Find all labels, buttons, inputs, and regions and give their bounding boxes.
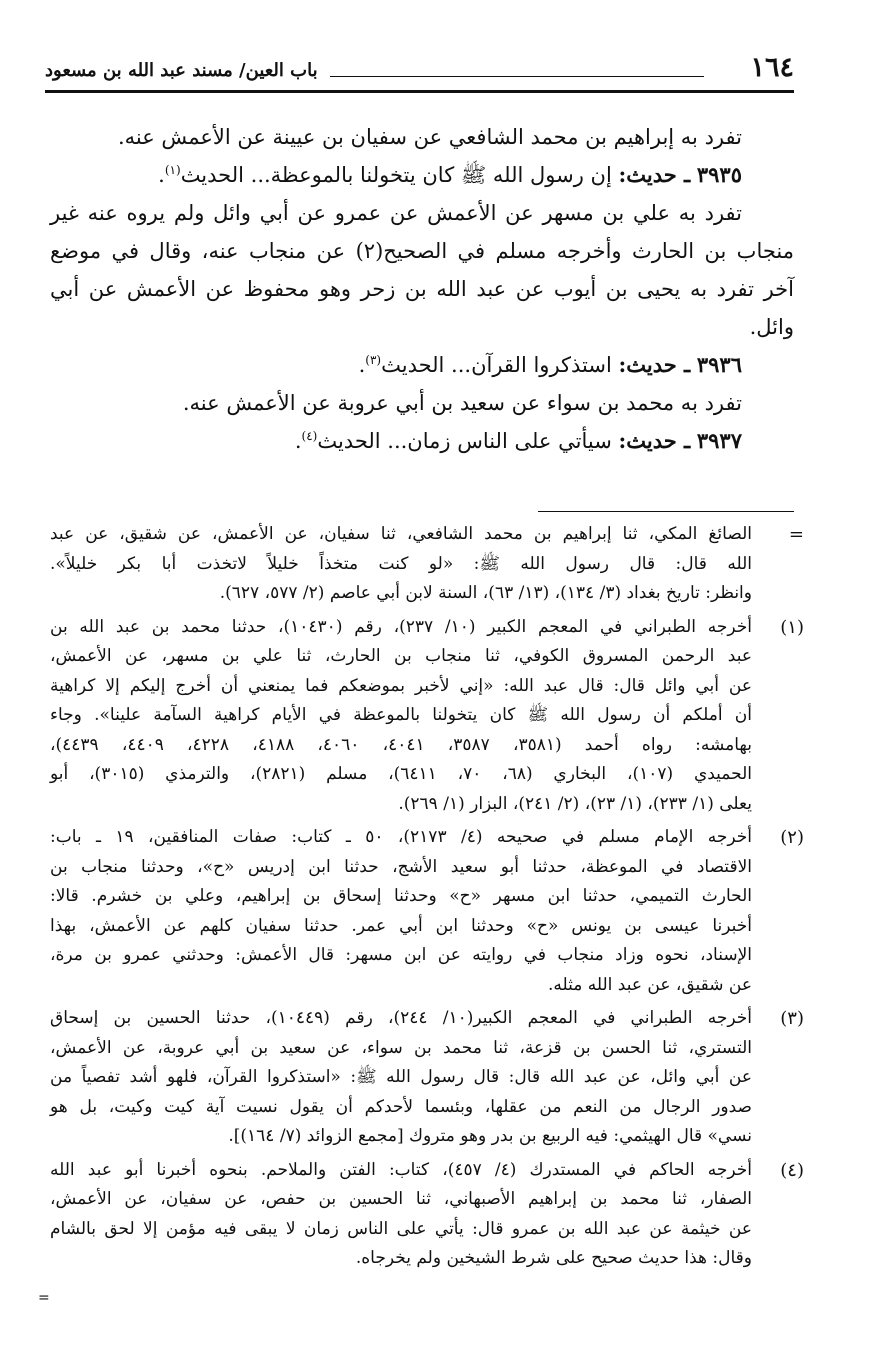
hadith-text: سيأتي على الناس زمان... الحديث [317, 429, 619, 453]
page-number: ١٦٤ [750, 52, 794, 83]
hadith-number: ٣٩٣٧ [696, 428, 742, 453]
footnotes [50, 520, 804, 1278]
footnote-line: عن خيثمة عن عبد الله بن عمرو قال: يأتي على الناس زمان لا يبقى فيه مؤمن إلا لحق بالشام [50, 1218, 752, 1239]
footnote-number: = [788, 524, 804, 545]
running-title: باب العين/ مسند عبد الله بن مسعود [45, 60, 318, 81]
main-text [50, 118, 794, 460]
footnote-line: الله قال: قال رسول الله ﷺ: «لو كنت متخذاً خليلاً لاتخذت أبا بكر خليلاً». [50, 553, 752, 574]
footnote [50, 1004, 804, 1152]
hadith-line: ٣٩٣٦ ـ حديث: استذكروا القرآن... الحديث$^{(٣)}$. [358, 352, 742, 377]
footnote-line: أخرجه الحاكم في المستدرك (٤/ ٤٥٧)، كتاب: الفتن والملاحم. بنحوه أخبرنا أبو عبد الله [50, 1159, 752, 1180]
footnote-line: الإسناد، نحوه وزاد منجاب في روايته عن ابن مسهر: قال الأعمش: وحدثني عمرو بن مرة، [50, 945, 752, 965]
footnote-line: الصفار، ثنا محمد بن إبراهيم الأصبهاني، ثنا الحسين بن حفص، عن سفيان، عن الأعمش، [50, 1189, 753, 1209]
footnote [50, 1156, 804, 1274]
footnote [50, 613, 804, 820]
footnote-separator [538, 511, 794, 512]
footnote-number: (٢) [780, 827, 804, 848]
hadith-number: ٣٩٣٥ [696, 162, 742, 187]
footnote-line: صدور الرجال من النعم من عقلها، وبئسما لأحدكم أن يقول نسيت آية كيت وكيت، بل هو [50, 1096, 752, 1117]
footnote-line: يعلى (١/ ٢٣٣)، (١/ ٢٣)، (٢/ ٢٤١)، البزار (١/ ٢٦٩). [398, 793, 752, 814]
footnote [50, 520, 804, 609]
footnote-line: بهامشه: رواه أحمد (٣٥٨١، ٣٥٨٧، ٤٠٤١، ٤٠٦٠، ٤١٨٨، ٤٢٢٨، ٤٤٠٩، ٤٤٣٩)، [50, 734, 752, 755]
body-line: تفرد به محمد بن سواء عن سعيد بن أبي عروبة عن الأعمش عنه. [182, 391, 742, 415]
footnote-reference: (٣) [365, 353, 382, 367]
footnote-number: (١) [780, 616, 804, 638]
body-line: تفرد به إبراهيم بن محمد الشافعي عن سفيان بن عيينة عن الأعمش عنه. [117, 125, 742, 149]
footnote-line: أخرجه الطبراني في المعجم الكبير (١٠/ ٢٣٧)، رقم (١٠٤٣٠)، حدثنا محمد بن عبد الله بن [50, 616, 752, 637]
footnote-number: (٤) [780, 1159, 804, 1181]
footnote-line: الحارث التميمي، حدثنا ابن مسهر «ح» وحدثنا إسحاق بن إبراهيم، وعلي بن خشرم. قالا: [50, 886, 752, 906]
page-header [45, 50, 794, 93]
body-line: منجاب بن الحارث وأخرجه مسلم في الصحيح(٢) عن منجاب عنه، وقال في موضع [50, 239, 794, 263]
hadith-text: إن رسول الله ﷺ كان يتخولنا بالموعظة... الحديث [180, 163, 619, 187]
footnote-line: وانظر: تاريخ بغداد (٣/ ١٣٤)، (١٣/ ٦٣)، السنة لابن أبي عاصم (٢/ ٥٧٧، ٦٢٧). [219, 583, 752, 603]
hadith-line: ٣٩٣٧ ـ حديث: سيأتي على الناس زمان... الحديث$^{(٤)}$. [294, 428, 742, 453]
footnote-line: الصائغ المكي، ثنا إبراهيم بن محمد الشافعي، ثنا سفيان، عن الأعمش، عن شقيق، عن عبد [50, 524, 752, 544]
header-rule [330, 76, 704, 77]
hadith-line: ٣٩٣٥ ـ حديث: إن رسول الله ﷺ كان يتخولنا بالموعظة... الحديث$^{(١)}$. [158, 162, 742, 187]
body-line: وائل. [749, 315, 794, 339]
body-line: تفرد به علي بن مسهر عن الأعمش عن عمرو عن أبي وائل ولم يروه عنه غير [50, 201, 742, 225]
footnote-line: نسي» قال الهيثمي: فيه الربيع بن بدر وهو متروك [مجمع الزوائد (٧/ ١٦٤)]. [228, 1126, 752, 1146]
footnote-line: أخرجه الطبراني في المعجم الكبير(١٠/ ٢٤٤)، رقم (١٠٤٤٩)، حدثنا الحسين بن إسحاق [50, 1008, 752, 1028]
body-line: آخر تفرد به يحيى بن أيوب عن عبد الله بن زحر وهو محفوظ عن الأعمش عن أبي [50, 277, 794, 301]
margin-mark: = [38, 1290, 50, 1306]
footnote-line: الاقتصاد في الموعظة، حدثنا أبو سعيد الأشج، حدثنا ابن إدريس «ح»، وحدثنا منجاب بن [50, 856, 752, 877]
footnote-line: أن أملكم أن رسول الله ﷺ كان يتخولنا بالموعظة في الأيام كراهية السآمة علينا». وجاء [50, 705, 752, 725]
hadith-text: استذكروا القرآن... الحديث [381, 353, 619, 377]
footnote-line: عن شقيق، عن عبد الله مثله. [547, 974, 752, 995]
footnote-line: أخرجه الإمام مسلم في صحيحه (٤/ ٢١٧٣)، ٥٠ ـ كتاب: صفات المنافقين، ١٩ ـ باب: [50, 827, 753, 847]
footnote-reference: (١) [164, 163, 181, 177]
footnote-line: عن أبي وائل قال: قال عبد الله: «إني لأخبر بموضعكم فما يمنعني أن أخرج إليكم إلا كراهية [50, 675, 752, 696]
footnote-line: عن أبي وائل، عن عبد الله قال: قال رسول الله ﷺ: «استذكروا القرآن، فلهو أشد تفصياً من [50, 1067, 752, 1087]
hadith-label: ـ حديث: [618, 352, 691, 377]
footnote-line: وقال: هذا حديث صحيح على شرط الشيخين ولم يخرجاه. [355, 1248, 752, 1268]
footnote-reference: (٤) [301, 429, 318, 443]
hadith-label: ـ حديث: [618, 162, 691, 187]
footnote-line: أخبرنا عيسى بن يونس «ح» وحدثنا ابن أبي عمر. حدثنا سفيان كلهم عن الأعمش، بهذا [50, 915, 752, 936]
footnote-line: عبد الرحمن المسروق الكوفي، ثنا منجاب بن الحارث، ثنا علي بن مسهر، عن الأعمش، [50, 646, 752, 666]
footnote-line: التستري، ثنا الحسن بن قزعة، ثنا محمد بن سواء، عن سعيد بن أبي عروبة، عن الأعمش، [50, 1037, 752, 1058]
footnote-number: (٣) [780, 1008, 804, 1029]
hadith-number: ٣٩٣٦ [696, 352, 742, 377]
footnote-line: الحميدي (١٠٧)، البخاري (٦٨، ٧٠، ٦٤١١)، مسلم (٢٨٢١)، والترمذي (٣٠١٥)، أبو [50, 764, 753, 784]
hadith-label: ـ حديث: [618, 428, 691, 453]
footnote [50, 823, 804, 1000]
